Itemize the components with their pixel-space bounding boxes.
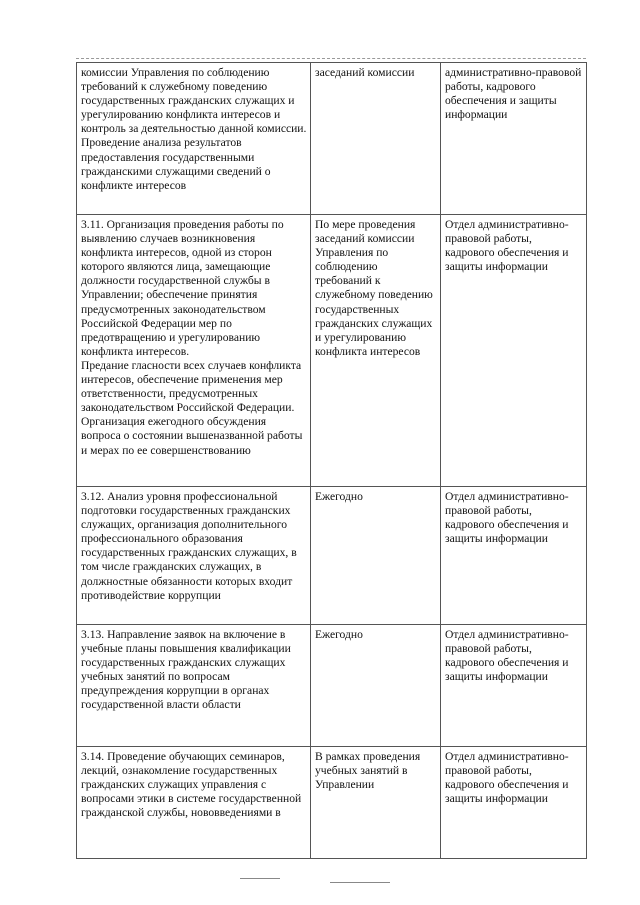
table-row [77,747,587,859]
term-text: Ежегодно [315,490,363,503]
scan-artifact [330,882,390,883]
measure-cell [77,747,311,859]
term-text: В рамках проведения учебных занятий в Управлении [315,750,421,792]
responsible-text: Отдел административно-правовой работы, кадрового обеспечения и защиты информации [445,490,569,546]
measure-text: комиссии Управления по соблюдению требований к служебному поведению государственных гражданских служащих и урегулированию конфликта интересов и контроль за деятельностью данной комиссии. Проведение анализа результатов предоставления государственными гражданскими служащими сведений о конфликте интересов [81,66,307,192]
responsible-cell [441,625,587,747]
measure-text: 3.13. Направление заявок на включение в учебные планы повышения квалификации государственных гражданских служащих учебных занятий по вопросам предупреждения коррупции в органах государственной власти области [81,628,291,712]
table-row [77,487,587,625]
measure-text: 3.11. Организация проведения работы по выявлению случаев возникновения конфликта интересов, одной из сторон которого являются лица, замещающие должности государственной службы в Управлении; обеспечение принятия предусмотренных законодательством Российской Федерации мер по предотвращению и урегулированию конфликта интересов. [81,218,284,358]
term-cell [311,747,441,859]
term-cell [311,625,441,747]
table-row [77,215,587,487]
table-row [77,625,587,747]
measure-text: 3.14. Проведение обучающих семинаров, лекций, ознакомление государственных гражданских служащих управления с вопросами этики в системе государственной гражданской службы, нововведениями в [81,750,302,820]
scan-artifact [240,878,280,879]
table-row [77,63,587,215]
measure-cell [77,63,311,215]
measure-text: Предание гласности всех случаев конфликта интересов, обеспечение применения мер ответственности, предусмотренных законодательством Российской Федерации. Организация ежегодного обсуждения вопроса о состоянии вышеназванной работы и мерах по ее совершенствованию [81,358,303,457]
term-text: По мере проведения заседаний комиссии Управления по соблюдению требований к служебному поведению государственных гражданских служащих и урегулированию конфликта интересов [315,218,433,358]
anticorruption-plan-table [76,62,587,859]
responsible-cell [441,63,587,215]
responsible-text: Отдел административно-правовой работы, кадрового обеспечения и защиты информации [445,218,569,274]
term-cell [311,487,441,625]
responsible-cell [441,747,587,859]
scan-edge-line [76,58,586,59]
term-cell [311,215,441,487]
measure-cell [77,625,311,747]
responsible-cell [441,487,587,625]
measure-cell [77,215,311,487]
responsible-text: Отдел административно-правовой работы, кадрового обеспечения и защиты информации [445,628,569,684]
responsible-text: административно-правовой работы, кадрового обеспечения и защиты информации [445,66,582,122]
measure-cell [77,487,311,625]
responsible-text: Отдел административно-правовой работы, кадрового обеспечения и защиты информации [445,750,569,806]
measure-text: 3.12. Анализ уровня профессиональной подготовки государственных гражданских служащих, организация дополнительного профессионального образования государственных гражданских служащих, в том числе гражданских служащих, в должностные обязанности которых входит противодействие коррупции [81,490,297,602]
term-text: заседаний комиссии [315,66,415,79]
responsible-cell [441,215,587,487]
term-cell [311,63,441,215]
term-text: Ежегодно [315,628,363,641]
